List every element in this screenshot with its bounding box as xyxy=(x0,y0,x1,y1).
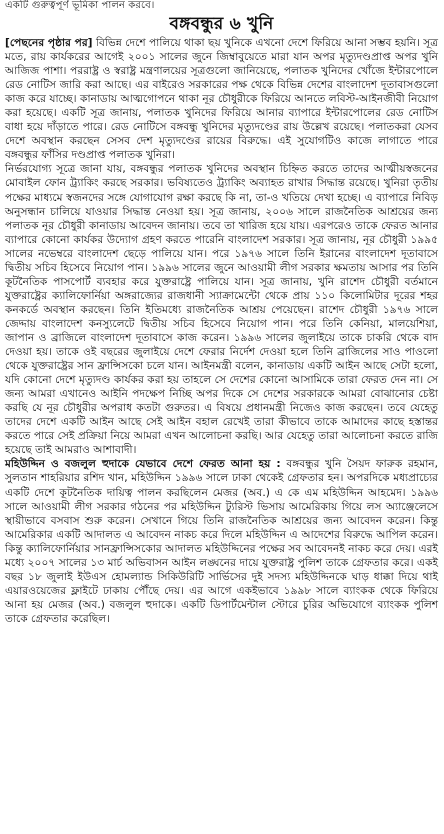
paragraph-3-text: বঙ্গবন্ধুর খুনি সৈয়দ ফারুক রহমান, সুলতান শাহরিয়ার রশিদ খান, মহিউদ্দিন ১৯৯৬ সালে ঢাকা থেকেই গ্রেফতার হন। অপরদিকে মধ্যপ্রাচ্যের একটি দেশে কূটনৈতিক দায়িত্ব পালন করছিলেন মেজর (অব.) এ কে এম মহিউদ্দিন আহমেদ। ১৯৯৬ সালে আওয়ামী লীগ সরকার গঠনের পর মহিউদ্দিন ট্যুরিস্ট ভিসায় আমেরিকায় গিয়ে লস অ্যাঞ্জেলেসে স্থায়ীভাবে বসবাস শুরু করেন। সেখানে গিয়ে তিনি রাজনৈতিক আশ্রয়ের জন্য আবেদন করেন। কিন্তু আমেরিকার একটি আদালত এ আবেদন নাকচ করে দিলে মহিউদ্দিন এ আদেশের বিরুদ্ধে আপিল করেন। কিন্তু ক্যালিফোর্নিয়ার সানফ্রান্সিসকোর আদালত মহিউদ্দিনের পক্ষের সব আবেদনই নাকচ করে দেয়। এরই মধ্যে ২০০৭ সালের ১৩ মার্চ অভিবাসন আইন লঙ্ঘনের দায়ে যুক্তরাষ্ট্র পুলিশ তাকে গ্রেফতার করে। একই বছর ১৮ জুলাই ইউএস হোমল্যান্ড সিকিউরিটি সার্ভিসের দুই সদস্য মহিউদ্দিনকে ঘাড় ধাক্কা দিয়ে থাই এয়ারওয়েজের ফ্লাইটে ঢাকায় পৌঁছে দেয়। এর আগে একইভাবে ১৯৯৮ সালে ব্যাংকক থেকে ফিরিয়ে আনা হয় মেজর (অব.) বজলুল হুদাকে। একটি ডিপার্টমেন্টাল স্টোরে চুরির অভিযোগে ব্যাংকক পুলিশ তাকে গ্রেফতার করেছিল। xyxy=(5,458,438,625)
article-paragraph-1 xyxy=(5,36,438,162)
article-paragraph-2 xyxy=(5,162,438,457)
article-headline: বঙ্গবন্ধুর ৬ খুনি xyxy=(169,14,274,34)
previous-article-fragment: একটি গুরুত্বপূর্ণ ভূমিকা পালন করবে। xyxy=(5,0,155,11)
article-paragraph-3 xyxy=(5,457,438,626)
continued-from-previous-page-tag: [পেছনের পৃষ্ঠার পর] xyxy=(5,37,93,49)
paragraph-1-text: বিভিন্ন দেশে পালিয়ে থাকা ছয় খুনিকে এখনো দেশে ফিরিয়ে আনা সম্ভব হয়নি। সূত্র মতে, রায় কার্যকরের আগেই ২০০১ সালের জুনে জিম্বাবুয়েতে মারা যান অপর মৃত্যুদণ্ডপ্রাপ্ত অপর খুনি আজিজ পাশা। পররাষ্ট্র ও স্বরাষ্ট্র মন্ত্রণালয়ের সূত্রগুলো জানিয়েছে, পলাতক খুনিদের খোঁজে ইন্টারপোলে রেড নোটিস জারি করা আছে। এর বাইরেও সরকারের পক্ষ থেকে বিভিন্ন দেশের বাংলাদেশ দূতাবাসগুলো কাজ করে যাচ্ছে। কানাডায় আত্মগোপনে থাকা নূর চৌধুরীকে ফিরিয়ে আনতে লবিস্ট-আইনজীবী নিয়োগ করা হয়েছে। একটি সূত্র জানায়, পলাতক খুনিদের ফিরিয়ে আনার ব্যাপারে ইন্টারপোলের রেড নোটিস বাধা হয়ে দাঁড়াতে পারে। রেড নোটিসে বঙ্গবন্ধু খুনিদের মৃত্যুদণ্ডের রায় উল্লেখ রয়েছে। পলাতকরা যেসব দেশে অবস্থান করছেন সেসব দেশ মৃত্যুদণ্ডের রায়ের বিরুদ্ধে। এই সুযোগটিও কাজে লাগাতে পারে বঙ্গবন্ধুর ফাঁসির দণ্ডপ্রাপ্ত পলাতক খুনিরা। xyxy=(5,37,439,162)
section-subheading: মহিউদ্দিন ও বজলুল হুদাকে যেভাবে দেশে ফেরত আনা হয় : xyxy=(5,458,281,471)
paragraph-2-text: নির্ভরযোগ্য সূত্রে জানা যায়, বঙ্গবন্ধুর পলাতক খুনিদের অবস্থান চিহ্নিত করতে তাদের আত্মীয়স্বজনের মোবাইল ফোন ট্র্যাকিং করছে সরকার। ভবিষ্যতেও ট্র্যাকিং অব্যাহত রাখার সিদ্ধান্ত রয়েছে। খুনিরা তৃতীয় পক্ষের মাধ্যমে স্বজনদের সঙ্গে যোগাযোগ রক্ষা করছে কি না, তা-ও খতিয়ে দেখা হচ্ছে। এ ব্যাপারে নিবিড় অনুসন্ধান চালিয়ে যাওয়ার সিদ্ধান্ত নেওয়া হয়। সূত্র জানায়, ২০০৬ সালে রাজনৈতিক আশ্রয়ের জন্য পলাতক নূর চৌধুরী কানাডায় আবেদন জানায়। তবে তা খারিজ হয়ে যায়। এরপরেও তাকে ফেরত আনার ব্যাপারে কোনো কার্যকর উদ্যোগ গ্রহণ করতে পারেনি বাংলাদেশ সরকার। সূত্র জানায়, নূর চৌধুরী ১৯৯৫ সালের নভেম্বরে বাংলাদেশ ছেড়ে পালিয়ে যান। পরে ১৯৭৬ সালে তিনি ইরানের বাংলাদেশ দূতাবাসে দ্বিতীয় সচিব হিসেবে নিয়োগ পান। ১৯৯৬ সালের জুনে আওয়ামী লীগ সরকার ক্ষমতায় আসার পর তিনি কূটনৈতিক পাসপোর্ট ব্যবহার করে যুক্তরাষ্ট্রে পালিয়ে যান। সূত্র জানায়, খুনি রাশেদ চৌধুরী বর্তমানে যুক্তরাষ্ট্রের ক্যালিফোর্নিয়া অঙ্গরাজ্যের রাজধানী স্যাক্রামেন্টো থেকে প্রায় ১১০ কিলোমিটার দূরের শহর কনকর্ডে অবস্থান করছেন। তিনি ইতিমধ্যে রাজনৈতিক আশ্রয় পেয়েছেন। রাশেদ চৌধুরী ১৯৭৬ সালে জেদ্দায় বাংলাদেশ কনস্যুলেটে দ্বিতীয় সচিব হিসেবে নিয়োগ পান। পরে তিনি কেনিয়া, মালয়েশিয়া, জাপান ও ব্রাজিলে বাংলাদেশ দূতাবাসে কাজ করেন। ১৯৯৬ সালের জুলাইয়ে তাকে চাকরি থেকে বাদ দেওয়া হয়। তাকে ওই বছরের জুলাইয়ে দেশে ফেরার নির্দেশ দেওয়া হলে তিনি ব্রাজিলের সাও পাওলো থেকে যুক্তরাষ্ট্রের সান ফ্রান্সিসকো চলে যান। আইনমন্ত্রী বলেন, কানাডায় একটি আইন আছে সেটা হলো, যদি কোনো দেশে মৃত্যুদণ্ড কার্যকর করা হয় তাহলে সে দেশের কোনো আসামিকে তারা ফেরত দেন না। সে জন্য আমরা এখানেও আইনি পদক্ষেপ নিচ্ছি অপর দিকে সে দেশের সরকারকে আমরা বোঝানোর চেষ্টা করছি যে নূর চৌধুরীর অপরাধ কতটা গুরুতর। এ বিষয়ে প্রধানমন্ত্রী নিজেও কাজ করছেন। তবে যেহেতু তাদের দেশে একটি আইন আছে সেই আইন বহাল রেখেই তারা কীভাবে তাকে আমাদের কাছে হস্তান্তর করতে পারে সেই প্রক্রিয়া নিয়ে আমরা এখন আলোচনা করছি। আর যেহেতু তারা আলোচনা করতে রাজি হয়েছে তাই আমরাও আশাবাদী। xyxy=(5,163,438,457)
